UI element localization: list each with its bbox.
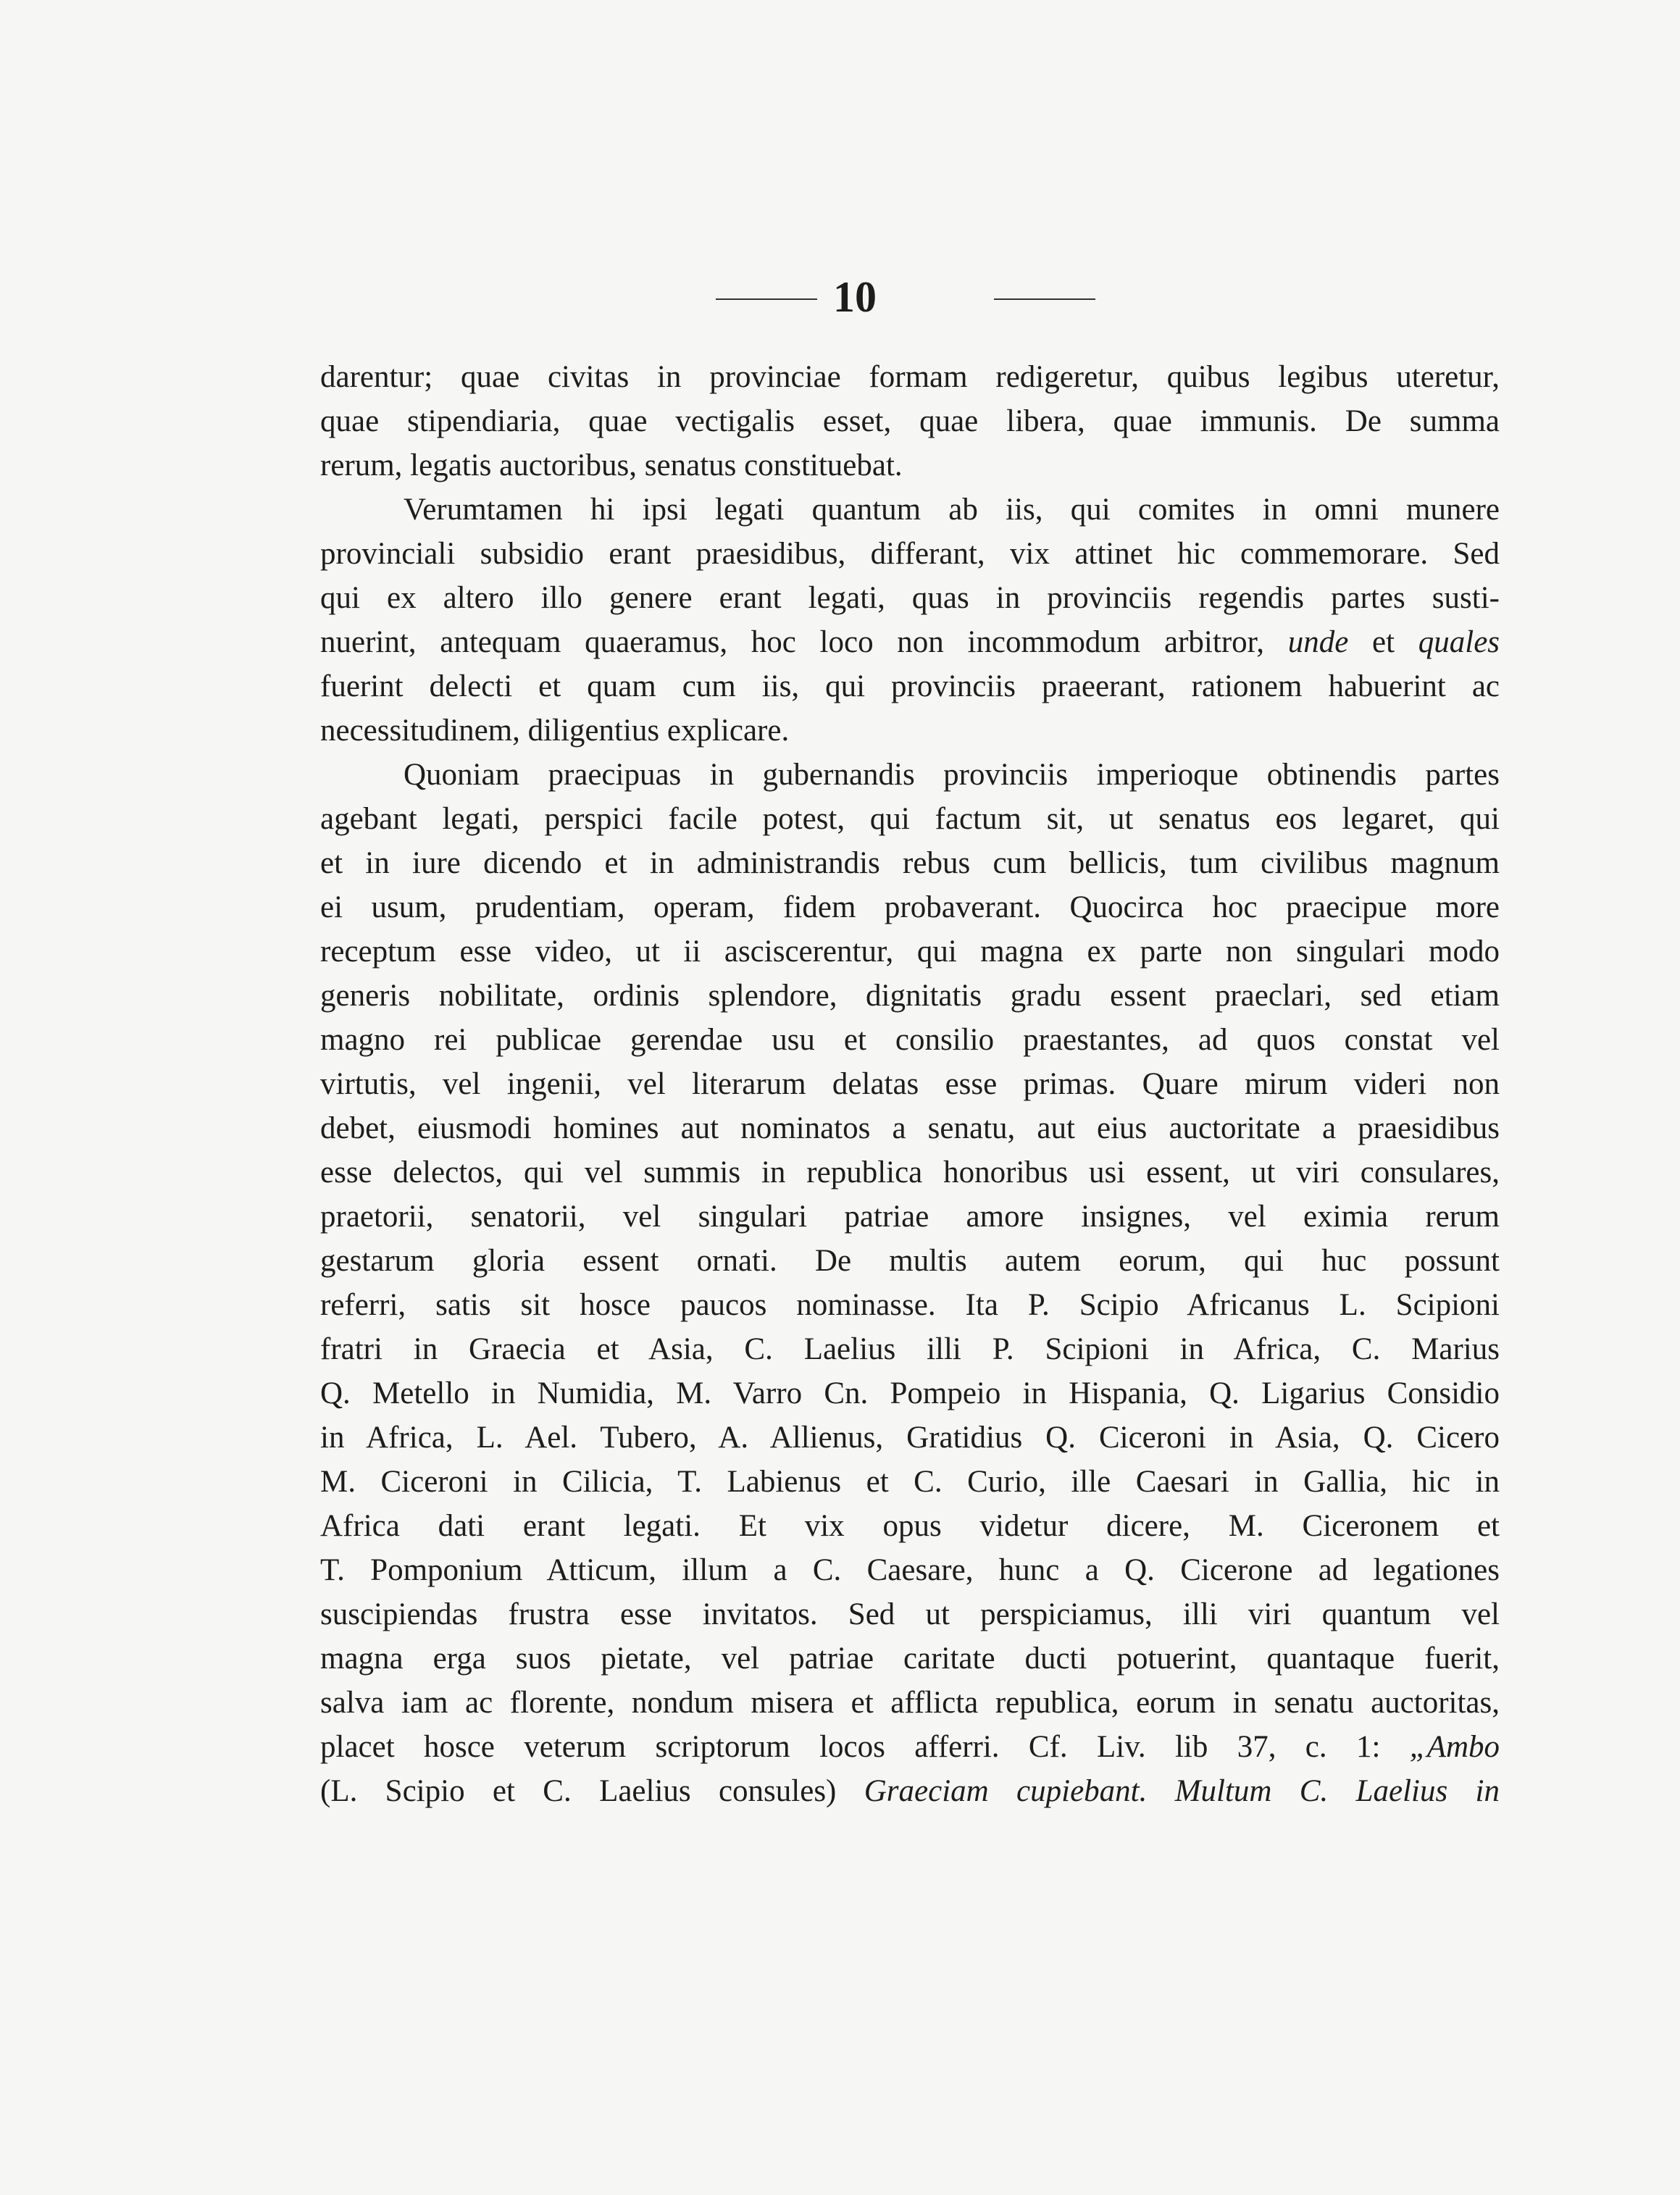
text-line: virtutis, vel ingenii, vel literarum delatas esse primas. Quare mirum videri non	[320, 1067, 1500, 1101]
text-segment: (L. Scipio et C. Laelius consules)	[320, 1774, 837, 1808]
text-line: debet, eiusmodi homines aut nominatos a senatu, aut eius auctoritate a praesidibus	[320, 1111, 1500, 1145]
text-line: gestarum gloria essent ornati. De multis autem eorum, qui huc possunt	[320, 1244, 1500, 1278]
body-text	[320, 355, 1500, 1813]
header-rule-right	[994, 298, 1095, 300]
page-number: 10	[833, 273, 877, 321]
text-line: quae stipendiaria, quae vectigalis esset, quae libera, quae immunis. De summa	[320, 404, 1500, 438]
text-line: fuerint delecti et quam cum iis, qui provinciis praeerant, rationem habuerint ac	[320, 669, 1500, 703]
text-line: darentur; quae civitas in provinciae formam redigeretur, quibus legibus uteretur,	[320, 360, 1500, 394]
italic-text: Graeciam cupiebant. Multum C. Laelius in	[864, 1774, 1500, 1808]
text-line	[320, 1769, 1500, 1813]
text-line: qui ex altero illo genere erant legati, quas in provinciis regendis partes susti-	[320, 581, 1500, 615]
text-line: agebant legati, perspici facile potest, qui factum sit, ut senatus eos legaret, qui	[320, 802, 1500, 836]
text-line: provinciali subsidio erant praesidibus, differant, vix attinet hic commemorare. Sed	[320, 537, 1500, 571]
text-line	[320, 1725, 1500, 1769]
text-line: magno rei publicae gerendae usu et consilio praestantes, ad quos constat vel	[320, 1023, 1500, 1057]
text-line: Verumtamen hi ipsi legati quantum ab iis, qui comites in omni munere	[404, 493, 1500, 527]
text-line: praetorii, senatorii, vel singulari patriae amore insignes, vel eximia rerum	[320, 1200, 1500, 1234]
italic-text: quales	[1418, 625, 1500, 659]
text-line: suscipiendas frustra esse invitatos. Sed ut perspiciamus, illi viri quantum vel	[320, 1597, 1500, 1631]
text-line: necessitudinem, diligentius explicare.	[320, 714, 790, 748]
text-line: in Africa, L. Ael. Tubero, A. Allienus, Gratidius Q. Ciceroni in Asia, Q. Cicero	[320, 1421, 1500, 1455]
text-segment: et	[1372, 625, 1395, 659]
text-line: et in iure dicendo et in administrandis rebus cum bellicis, tum civilibus magnum	[320, 846, 1500, 880]
text-line: generis nobilitate, ordinis splendore, dignitatis gradu essent praeclari, sed etiam	[320, 979, 1500, 1013]
text-line: T. Pomponium Atticum, illum a C. Caesare, hunc a Q. Cicerone ad legationes	[320, 1553, 1500, 1587]
text-segment: placet hosce veterum scriptorum locos afferri. Cf. Liv. lib 37, c. 1:	[320, 1730, 1381, 1764]
italic-text: unde	[1287, 625, 1349, 659]
text-line: Q. Metello in Numidia, M. Varro Cn. Pompeio in Hispania, Q. Ligarius Considio	[320, 1376, 1500, 1410]
text-line: referri, satis sit hosce paucos nominasse. Ita P. Scipio Africanus L. Scipioni	[320, 1288, 1500, 1322]
text-segment: nuerint, antequam quaeramus, hoc loco non incommodum arbitror,	[320, 625, 1264, 659]
text-line: rerum, legatis auctoribus, senatus constituebat.	[320, 448, 903, 482]
text-line: fratri in Graecia et Asia, C. Laelius illi P. Scipioni in Africa, C. Marius	[320, 1332, 1500, 1366]
text-line: Quoniam praecipuas in gubernandis provinciis imperioque obtinendis partes	[404, 758, 1500, 792]
text-line: esse delectos, qui vel summis in republica honoribus usi essent, ut viri consulares,	[320, 1155, 1500, 1190]
text-line: magna erga suos pietate, vel patriae caritate ducti potuerint, quantaque fuerit,	[320, 1642, 1500, 1676]
header-rule-left	[716, 298, 817, 300]
italic-text: „Ambo	[1409, 1730, 1500, 1764]
text-line: M. Ciceroni in Cilicia, T. Labienus et C. Curio, ille Caesari in Gallia, hic in	[320, 1465, 1500, 1499]
text-line: receptum esse video, ut ii asciscerentur, qui magna ex parte non singulari modo	[320, 935, 1500, 969]
text-line: salva iam ac florente, nondum misera et afflicta republica, eorum in senatu auctoritas,	[320, 1686, 1500, 1720]
text-line: ei usum, prudentiam, operam, fidem probaverant. Quocirca hoc praecipue more	[320, 890, 1500, 924]
text-line: Africa dati erant legati. Et vix opus videtur dicere, M. Ciceronem et	[320, 1509, 1500, 1543]
text-line	[320, 620, 1500, 664]
